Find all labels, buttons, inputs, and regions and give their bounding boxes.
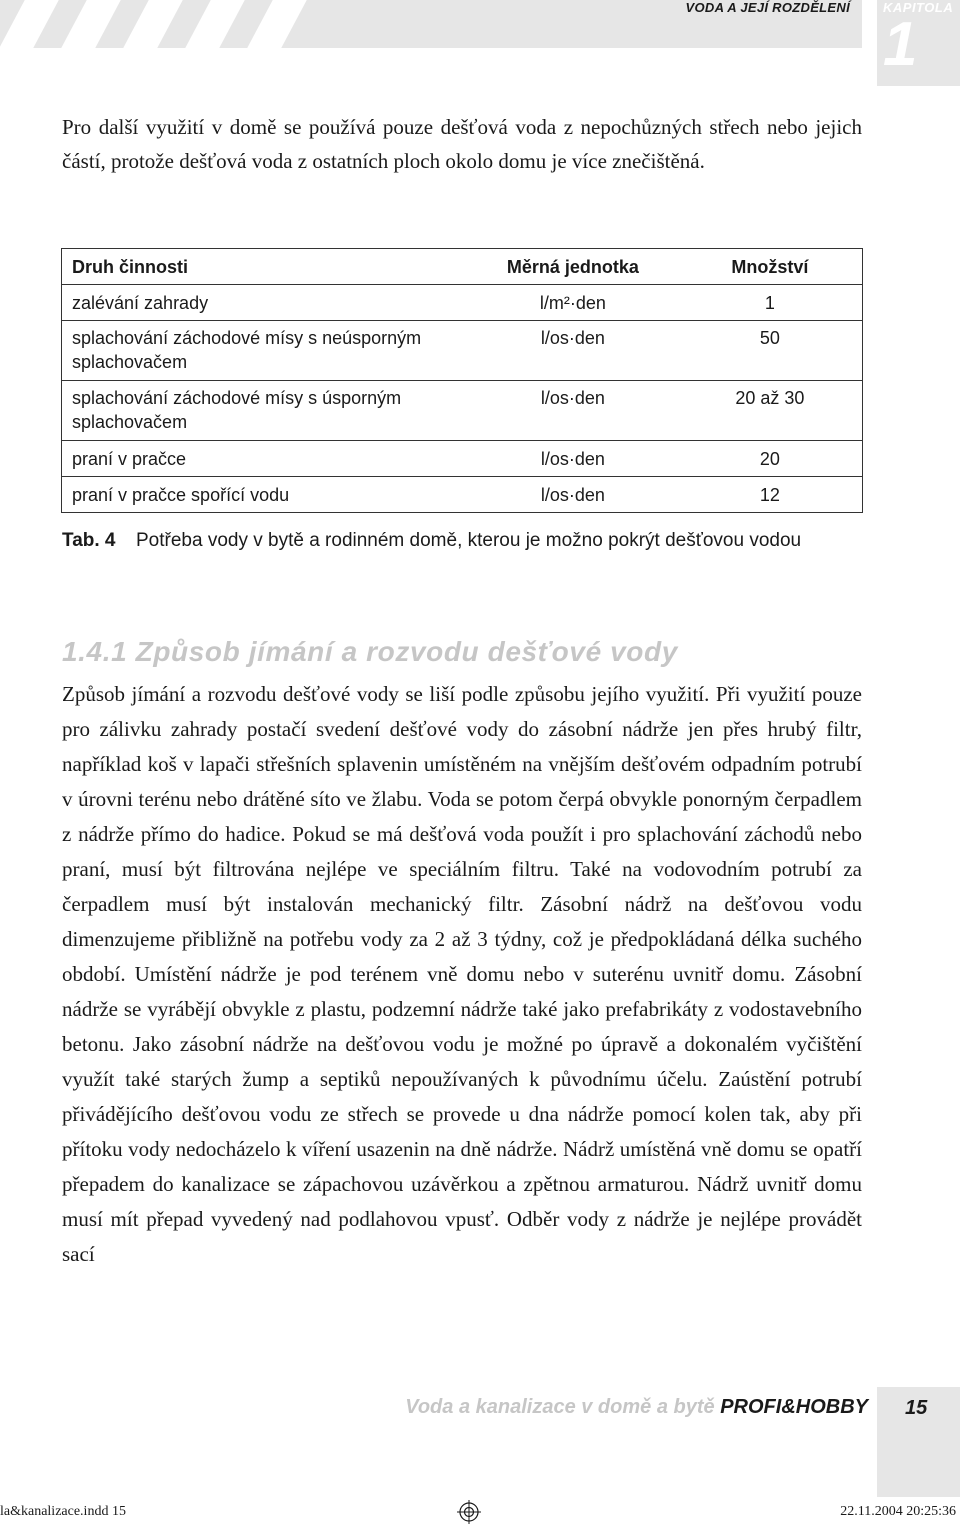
decorative-stripe	[61, 0, 121, 48]
chapter-number: 1	[883, 10, 918, 79]
table-row	[62, 441, 863, 477]
footer-book-title	[405, 1396, 868, 1419]
chapter-box	[877, 0, 960, 86]
intro-paragraph: Pro další využití v domě se používá pouze dešťová voda z nepochůzných střech nebo jejich částí, protože dešťová voda z ostatních ploch okolo domu je více znečištěná.	[62, 115, 862, 173]
chapter-label: KAPITOLA	[883, 0, 954, 15]
column-header-activity: Druh činnosti	[62, 249, 468, 285]
cell-activity: splachování záchodové mísy s neúsporným splachovačem	[62, 321, 468, 381]
table-row	[62, 381, 863, 441]
cell-unit: l/m²·den	[468, 285, 678, 321]
cell-amount: 12	[678, 477, 863, 513]
table-caption	[62, 528, 872, 554]
decorative-stripe	[185, 0, 245, 48]
cell-amount: 20	[678, 441, 863, 477]
decorative-stripe	[247, 0, 307, 48]
cell-unit: l/os·den	[468, 381, 678, 441]
caption-text: Potřeba vody v bytě a rodinném domě, kterou je možno pokrýt dešťovou vodou	[136, 530, 802, 551]
main-paragraph: Způsob jímání a rozvodu dešťové vody se liší podle způsobu jejího využití. Při využití pouze pro zálivku zahrady postačí svedení dešťové vody do zásobní nádrže jen přes hrubý filtr, například koš v lapači střešních splavenin umístěném na vnějším dešťovém odpadním potrubí v úrovni terénu nebo drátěné síto ve žlabu. Voda se potom čerpá obvykle ponorným čerpadlem z nádrže přímo do hadice. Pokud se má dešťová voda použít i pro splachování záchodů nebo praní, musí být filtrována nejlépe ve speciálním filtru. Také na vodovodním potrubí za čerpadlem musí být instalován mechanický filtr. Zásobní nádrž na dešťovou vodu dimenzujeme přibližně na potřebu vody za 2 až 3 týdny, což je předpokládaná délka suchého období. Umístění nádrže je pod terénem vně domu nebo v suterénu uvnitř domu. Zásobní nádrže se vyrábějí obvykle z plastu, podzemní nádrže také jako prefabrikáty z vodostavebního betonu. Jako zásobní nádrže na dešťovou vodu je možné po úpravě a dokonalém vyčištění využít také starých žump a septiků nepoužívaných k původnímu účelu. Zaústění potrubí přivádějícího dešťovou vodu ze střech se provede u dna nádrže pomocí kolen tak, aby při přítoku vody nedocházelo k víření usazenin na dně nádrže. Nádrž umístěná vně domu se opatří přepadem do kanalizace se zápachovou uzávěrkou a zpětnou armaturou. Nádrž uvnitř domu musí mít přepad vyvedený nad podlahovou vpusť. Odběr vody z nádrže je nejlépe provádět sací	[62, 682, 862, 1266]
cell-unit: l/os·den	[468, 477, 678, 513]
decorative-stripe	[0, 0, 59, 48]
running-head: VODA A JEJÍ ROZDĚLENÍ	[685, 0, 850, 15]
table-row	[62, 477, 863, 513]
cell-unit: l/os·den	[468, 321, 678, 381]
column-header-unit: Měrná jednotka	[468, 249, 678, 285]
cell-amount: 1	[678, 285, 863, 321]
page-number-box	[877, 1387, 960, 1497]
cell-activity: zalévání zahrady	[62, 285, 468, 321]
cell-activity: praní v pračce	[62, 441, 468, 477]
section-heading: 1.4.1 Způsob jímání a rozvodu dešťové vody	[62, 636, 678, 667]
water-demand-table	[61, 248, 863, 513]
decorative-stripe	[123, 0, 183, 48]
header-band	[0, 0, 862, 48]
page-number: 15	[905, 1397, 928, 1419]
cell-amount: 20 až 30	[678, 381, 863, 441]
book-title: Voda a kanalizace v domě a bytě	[405, 1396, 715, 1418]
cell-unit: l/os·den	[468, 441, 678, 477]
table-row	[62, 321, 863, 381]
registration-mark-icon	[456, 1499, 482, 1525]
table-row	[62, 285, 863, 321]
slug-filename: la&kanalizace.indd 15	[0, 1504, 126, 1519]
cell-activity: praní v pračce spořící vodu	[62, 477, 468, 513]
slug-timestamp: 22.11.2004 20:25:36	[840, 1504, 956, 1519]
caption-label: Tab. 4	[62, 530, 116, 551]
cell-amount: 50	[678, 321, 863, 381]
cell-activity: splachování záchodové mísy s úsporným splachovačem	[62, 381, 468, 441]
table-header-row	[62, 249, 863, 285]
brand-logo: PROFI&HOBBY	[720, 1396, 868, 1418]
column-header-amount: Množství	[678, 249, 863, 285]
